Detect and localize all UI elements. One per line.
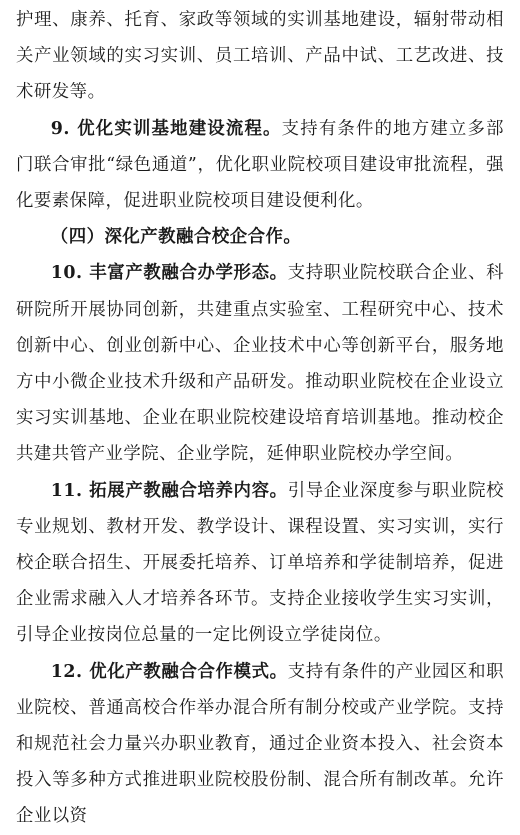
item-9-text: 支持有条件的地方建立多部门联合审批“绿色通道”，优化职业院校项目建设审批流程，强化要素保障，促进职业院校项目建设便利化。 [16, 118, 504, 212]
item-9-title: 9. 优化实训基地建设流程。 [50, 118, 282, 139]
paragraph-continuation [16, 2, 504, 111]
document-page [16, 2, 504, 835]
paragraph-item-12 [16, 654, 504, 835]
paragraph-item-11 [16, 473, 504, 654]
item-12-title: 12. 优化产教融合合作模式。 [50, 661, 288, 682]
section-heading-text: （四）深化产教融合校企合作。 [50, 227, 302, 248]
item-11-title: 11. 拓展产教融合培养内容。 [50, 480, 288, 501]
item-10-title: 10. 丰富产教融合办学形态。 [50, 263, 288, 284]
item-11-text: 引导企业深度参与职业院校专业规划、教材开发、教学设计、课程设置、实习实训，实行校企联合招生、开展委托培养、订单培养和学徒制培养，促进企业需求融入人才培养各环节。支持企业接收学生实习实训，引导企业按岗位总量的一定比例设立学徒岗位。 [16, 480, 504, 646]
section-heading-4 [16, 219, 504, 255]
paragraph-text: 护理、康养、托育、家政等领域的实训基地建设，辐射带动相关产业领域的实习实训、员工培训、产品中试、工艺改进、技术研发等。 [16, 10, 504, 103]
item-12-text: 支持有条件的产业园区和职业院校、普通高校合作举办混合所有制分校或产业学院。支持和规范社会力量兴办职业教育，通过企业资本投入、社会资本投入等多种方式推进职业院校股份制、混合所有制改革。允许企业以资 [16, 661, 504, 827]
paragraph-item-9 [16, 111, 504, 220]
paragraph-item-10 [16, 255, 504, 472]
item-10-text: 支持职业院校联合企业、科研院所开展协同创新，共建重点实验室、工程研究中心、技术创新中心、创业创新中心、企业技术中心等创新平台，服务地方中小微企业技术升级和产品研发。推动职业院校在企业设立实习实训基地、企业在职业院校建设培育培训基地。推动校企共建共管产业学院、企业学院，延伸职业院校办学空间。 [16, 263, 504, 465]
